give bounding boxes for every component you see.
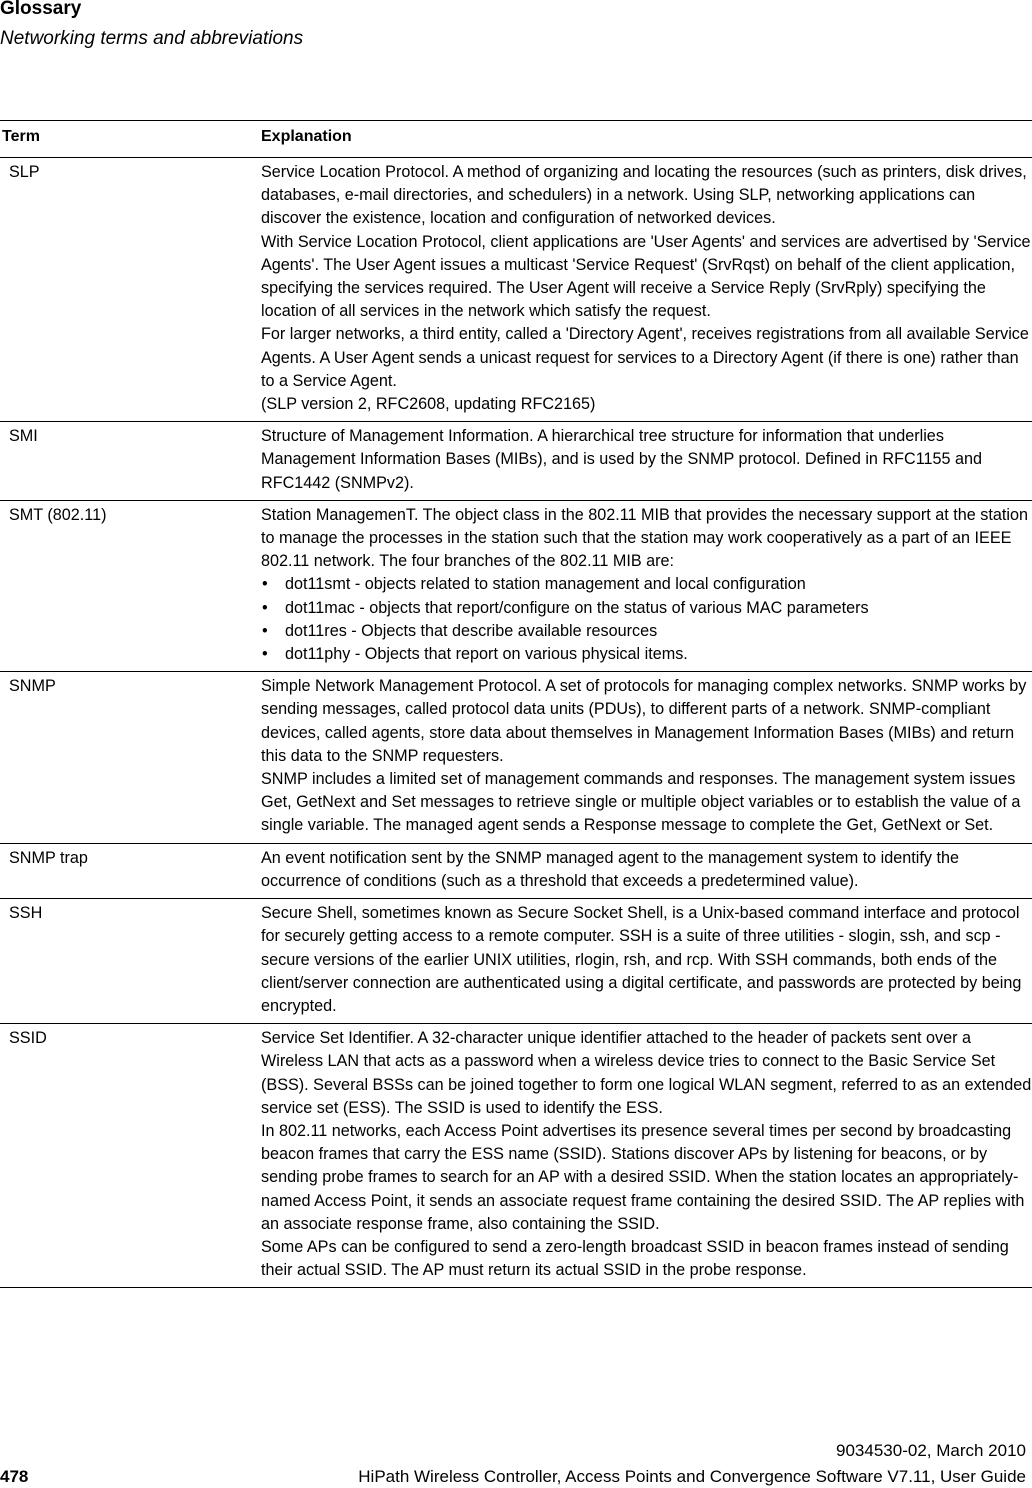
explanation-paragraph: An event notification sent by the SNMP managed agent to the management system to identify the occurrence of conditions (such as a threshold that exceeds a predetermined value).: [261, 848, 959, 890]
bullet-list: [261, 573, 1032, 666]
explanation-cell: [258, 422, 1032, 501]
table-row: [0, 500, 1032, 671]
explanation-paragraph: Simple Network Management Protocol. A set of protocols for managing complex networks. SNMP works by sending messages, called protocol data units (PDUs), to different parts of a network. SNMP-compliant devices, called agents, store data about themselves in Management Information Bases (MIBs) and return this data to the SNMP requesters.: [261, 677, 1027, 765]
table-row: [0, 1024, 1032, 1288]
bullet-item: [261, 643, 1032, 666]
table-row: [0, 672, 1032, 843]
page-subtitle: Networking terms and abbreviations: [0, 28, 304, 49]
explanation-paragraph: With Service Location Protocol, client applications are 'User Agents' and services are advertised by 'Service Agents'. The User Agent issues a multicast 'Service Request' (SrvRqst) on behalf of the client application, specifying the services required. The User Agent will receive a Service Reply (SrvRply) specifying the location of all services in the network which satisfy the request.: [261, 232, 1031, 321]
table-row: [0, 899, 1032, 1024]
footer-guide-title: HiPath Wireless Controller, Access Points and Convergence Software V7.11, User Guide: [358, 1467, 1026, 1486]
bullet-item: [261, 597, 1032, 620]
explanation-paragraph: Station ManagemenT. The object class in the 802.11 MIB that provides the necessary support at the station to manage the processes in the station such that the station may work cooperatively as a part of an IEEE 802.11 network. The four branches of the 802.11 MIB are:: [261, 505, 1028, 571]
table-row: [0, 422, 1032, 501]
table-row: [0, 843, 1032, 898]
bullet-text: dot11res - Objects that describe available resources: [285, 621, 658, 640]
explanation-cell: [258, 158, 1032, 422]
explanation-cell: [258, 843, 1032, 898]
bullet-text: dot11smt - objects related to station management and local configuration: [285, 575, 806, 594]
glossary-table: [0, 120, 1032, 1288]
explanation-cell: [258, 1024, 1032, 1288]
explanation-cell: [258, 500, 1032, 671]
bullet-text: dot11mac - objects that report/configure on the status of various MAC parameters: [285, 598, 869, 617]
explanation-paragraph: For larger networks, a third entity, called a 'Directory Agent', receives registrations from all available Service Agents. A User Agent sends a unicast request for services to a Directory Agent (if there is one) rather than to a Service Agent.: [261, 325, 1029, 390]
explanation-paragraph: (SLP version 2, RFC2608, updating RFC2165): [261, 395, 596, 414]
term-cell: SSID: [0, 1024, 258, 1288]
footer-page-number: 478: [0, 1467, 29, 1486]
bullet-icon: •: [262, 598, 268, 617]
explanation-paragraph: In 802.11 networks, each Access Point advertises its presence several times per second by broadcasting beacon frames that carry the ESS name (SSID). Stations discover APs by listening for beacons, or by sending probe frames to search for an AP with a desired SSID. When the station locates an appropriately-named Access Point, it sends an associate request frame containing the desired SSID. The AP replies with an associate response frame, also containing the SSID.: [261, 1121, 1025, 1233]
term-cell: SNMP trap: [0, 843, 258, 898]
explanation-paragraph: Some APs can be configured to send a zero-length broadcast SSID in beacon frames instead of sending their actual SSID. The AP must return its actual SSID in the probe response.: [261, 1237, 1009, 1280]
column-header-term: Term: [0, 121, 258, 158]
term-cell: SSH: [0, 899, 258, 1024]
explanation-paragraph: Secure Shell, sometimes known as Secure Socket Shell, is a Unix-based command interface and protocol for securely getting access to a remote computer. SSH is a suite of three utilities - slogin, ssh, and scp - secure versions of the earlier UNIX utilities, rlogin, rsh, and rcp. With SSH commands, both ends of the client/server connection are authenticated using a digital certificate, and passwords are protected by being encrypted.: [261, 904, 1022, 1015]
bullet-text: dot11phy - Objects that report on various physical items.: [285, 645, 688, 664]
term-cell: SNMP: [0, 672, 258, 843]
bullet-icon: •: [262, 645, 268, 664]
table-header-row: [0, 121, 1032, 158]
bullet-item: [261, 573, 1032, 596]
table-row: [0, 158, 1032, 422]
explanation-paragraph: Structure of Management Information. A hierarchical tree structure for information that underlies Management Information Bases (MIBs), and is used by the SNMP protocol. Defined in RFC1155 and RFC1442 (SNMPv2).: [261, 427, 983, 492]
explanation-paragraph: SNMP includes a limited set of management commands and responses. The management system issues Get, GetNext and Set messages to retrieve single or multiple object variables or to establish the value of a single variable. The managed agent sends a Response message to complete the Get, GetNext or Set.: [261, 770, 1021, 835]
footer-doc-number: 9034530-02, March 2010: [836, 1441, 1026, 1460]
bullet-item: [261, 620, 1032, 643]
term-cell: SLP: [0, 158, 258, 422]
explanation-cell: [258, 672, 1032, 843]
term-cell: SMT (802.11): [0, 500, 258, 671]
explanation-cell: [258, 899, 1032, 1024]
explanation-paragraph: Service Set Identifier. A 32-character unique identifier attached to the header of packets sent over a Wireless LAN that acts as a password when a wireless device tries to connect to the Basic Service Set (BSS). Several BSSs can be joined together to form one logical WLAN segment, referred to as an extended service set (ESS). The SSID is used to identify the ESS.: [261, 1029, 1032, 1117]
term-cell: SMI: [0, 422, 258, 501]
bullet-icon: •: [262, 621, 268, 640]
explanation-paragraph: Service Location Protocol. A method of organizing and locating the resources (such as printers, disk drives, databases, e-mail directories, and schedulers) in a network. Using SLP, networking applications can discover the existence, location and configuration of networked devices.: [261, 163, 1027, 228]
bullet-icon: •: [262, 575, 268, 594]
column-header-explanation: Explanation: [258, 121, 1032, 158]
page-title: Glossary: [0, 0, 82, 19]
